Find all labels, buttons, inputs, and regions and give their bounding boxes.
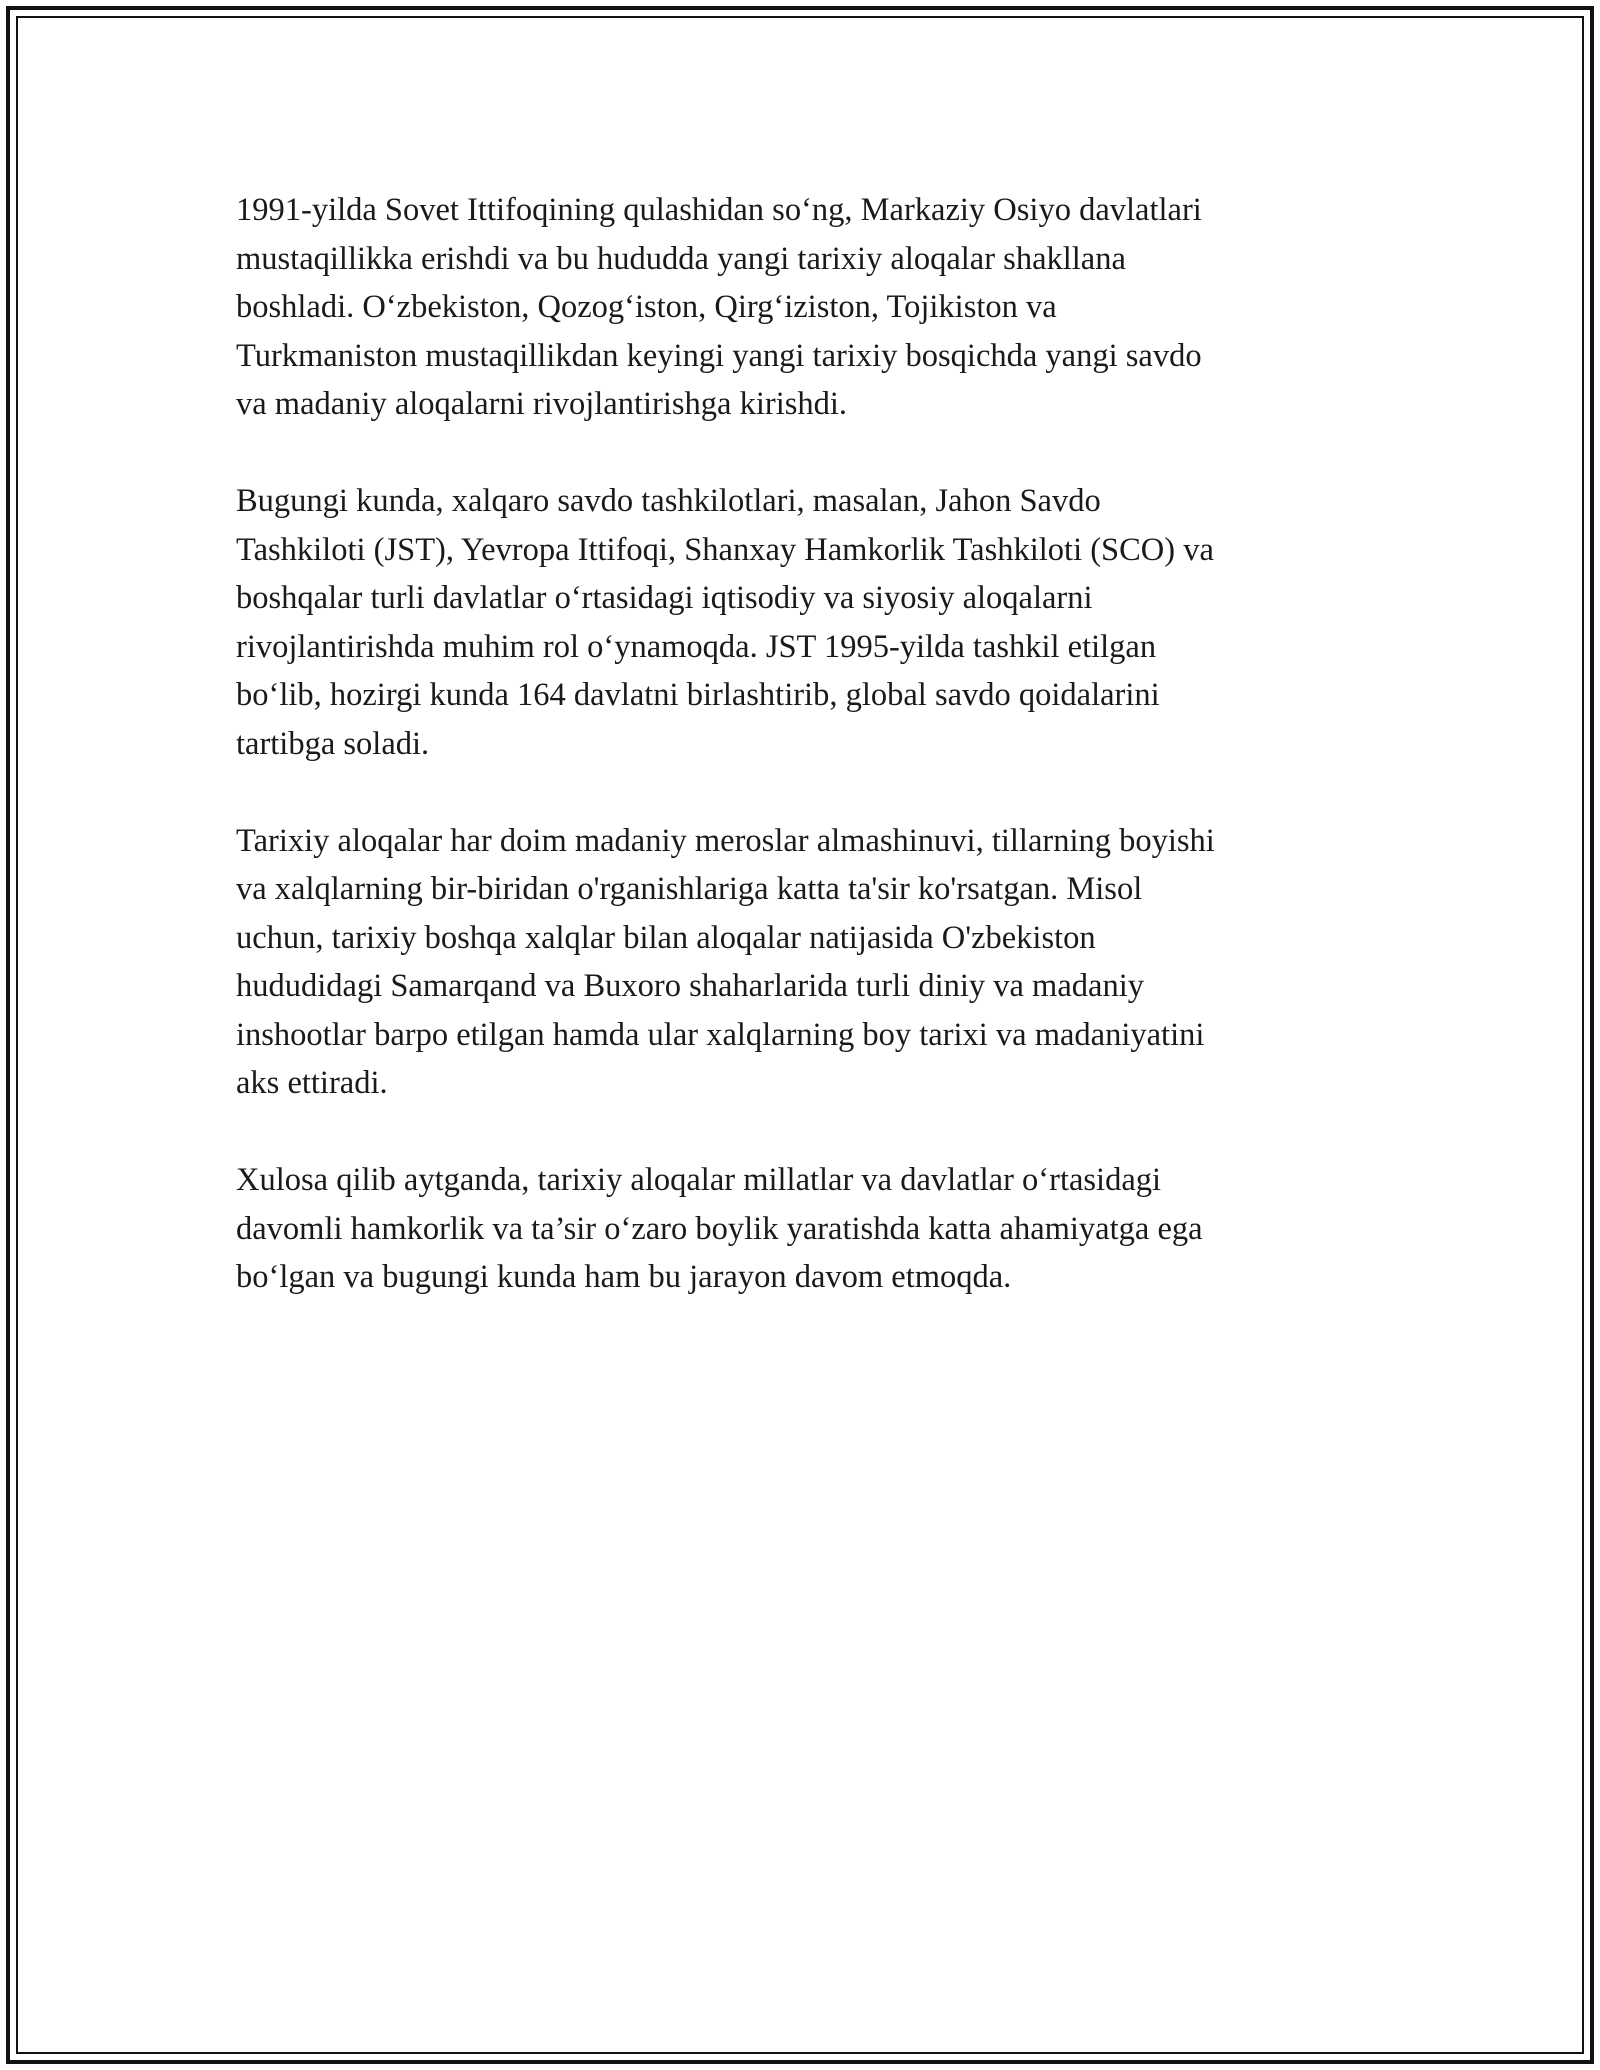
paragraph-2: Bugungi kunda, xalqaro savdo tashkilotlari, masalan, Jahon Savdo Tashkiloti (JST), Yevropa Ittifoqi, Shanxay Hamkorlik Tashkiloti (SCO) va boshqalar turli davlatlar o‘rtasidagi iqtisodiy va siyosiy aloqalarni rivojlantirishda muhim rol o‘ynamoqda. JST 1995-yilda tashkil etilgan bo‘lib, hozirgi kunda 164 davlatni birlashtirib, global savdo qoidalarini tartibga soladi. [236,483,1214,762]
paragraph-3: Tarixiy aloqalar har doim madaniy meroslar almashinuvi, tillarning boyishi va xalqlarning bir-biridan o'rganishlariga katta ta'sir ko'rsatgan. Misol uchun, tarixiy boshqa xalqlar bilan aloqalar natijasida O'zbekiston hududidagi Samarqand va Buxoro shaharlarida turli diniy va madaniy inshootlar barpo etilgan hamda ular xalqlarning boy tarixi va madaniyatini aks ettiradi. [236,822,1215,1101]
paragraph-1: 1991-yilda Sovet Ittifoqining qulashidan so‘ng, Markaziy Osiyo davlatlari mustaqillikka erishdi va bu hududda yangi tarixiy aloqalar shakllana boshladi. O‘zbekiston, Qozog‘iston, Qirg‘iziston, Tojikiston va Turkmaniston mustaqillikdan keyingi yangi tarixiy bosqichda yangi savdo va madaniy aloqalarni rivojlantirishga kirishdi. [236,192,1202,422]
paragraph-4: Xulosa qilib aytganda, tarixiy aloqalar millatlar va davlatlar o‘rtasidagi davomli hamkorlik va ta’sir o‘zaro boylik yaratishda katta ahamiyatga ega bo‘lgan va bugungi kunda ham bu jarayon davom etmoqda. [236,1162,1203,1295]
document-body [236,186,1366,1350]
